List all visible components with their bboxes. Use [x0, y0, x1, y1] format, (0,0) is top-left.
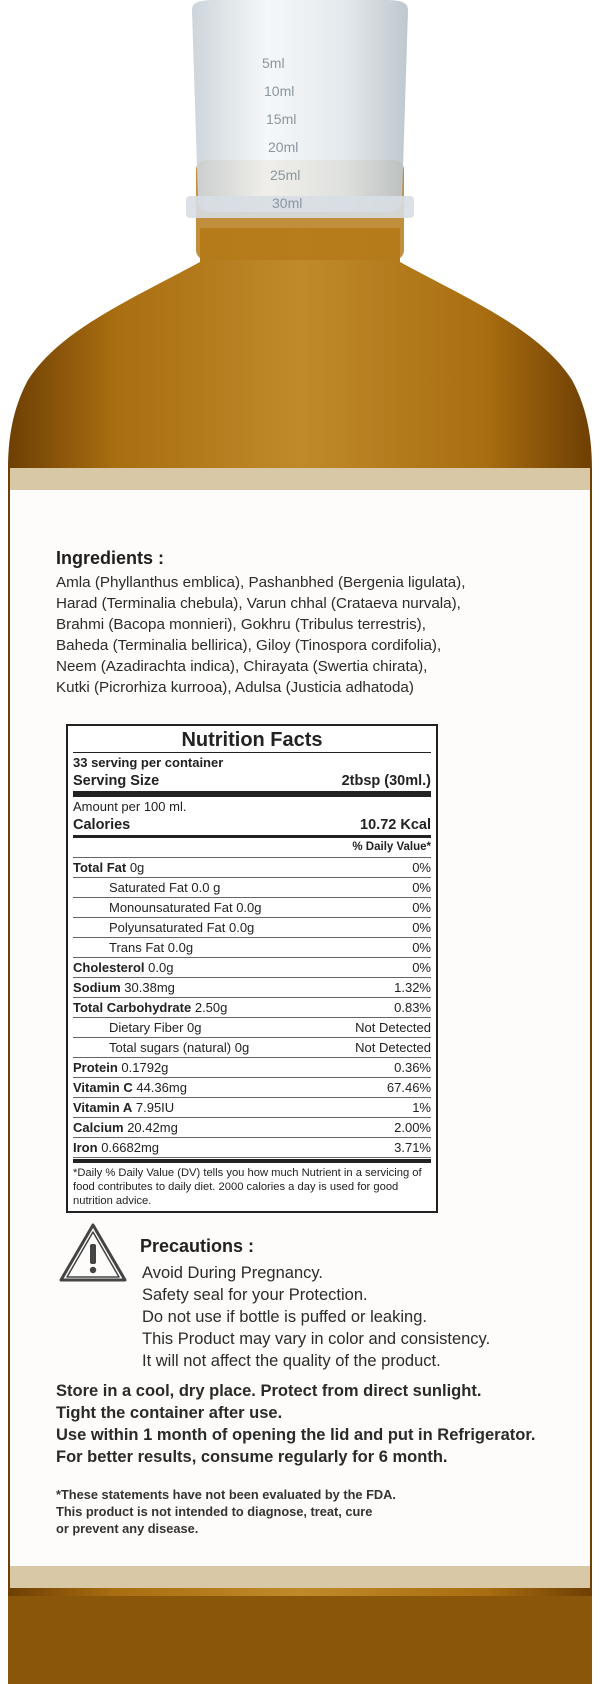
- nutrient-amount: 0.0g: [148, 960, 174, 975]
- nutrient-label: [73, 1098, 174, 1117]
- nutrient-row: [73, 998, 431, 1018]
- ingredient-line: Brahmi (Bacopa monnieri), Gokhru (Tribulus terrestris),: [56, 616, 426, 633]
- nutrient-name: Vitamin A: [73, 1100, 133, 1115]
- cap-marking: 10ml: [264, 83, 295, 99]
- nutrient-row: [73, 858, 431, 878]
- calories-label: Calories: [73, 817, 131, 833]
- nutrient-label: [73, 958, 173, 977]
- precaution-item: Do not use if bottle is puffed or leaking.: [142, 1308, 427, 1326]
- ingredient-line: Kutki (Picrorhiza kurrooa), Adulsa (Justicia adhatoda): [56, 679, 414, 696]
- nutrient-label: [109, 878, 220, 897]
- nutrient-name: Total Fat: [73, 860, 127, 875]
- storage-line: Use within 1 month of opening the lid and put in Refrigerator.: [56, 1426, 536, 1444]
- nutrient-label: [73, 1078, 187, 1097]
- nutrient-daily-value: 0%: [412, 880, 431, 895]
- nutrient-label: [109, 898, 262, 917]
- fda-disclaimer: [56, 1486, 396, 1537]
- nutrient-label: [73, 978, 175, 997]
- nutrition-facts-panel: [66, 724, 438, 1213]
- nutrient-name: Cholesterol: [73, 960, 145, 975]
- ingredient-line: Amla (Phyllanthus emblica), Pashanbhed (Bergenia ligulata),: [56, 574, 466, 591]
- nutrient-daily-value: 1.32%: [394, 980, 431, 995]
- nutrient-amount: 0.0 g: [191, 880, 221, 895]
- nutrient-name: Calcium: [73, 1120, 124, 1135]
- nutrient-row: [73, 1098, 431, 1118]
- nutrient-amount: 0.1792g: [121, 1060, 169, 1075]
- cap-marking: 25ml: [270, 167, 301, 183]
- nutrient-label: [109, 938, 193, 957]
- ingredient-line: Harad (Terminalia chebula), Varun chhal (Crataeva nurvala),: [56, 595, 461, 612]
- amount-per-row: Amount per 100 ml.: [73, 799, 187, 814]
- serving-size-value: 2tbsp (30ml.): [341, 773, 431, 789]
- cap-marking: 30ml: [272, 195, 303, 211]
- nutrient-amount: 0.0g: [236, 900, 262, 915]
- nutrient-daily-value: Not Detected: [355, 1020, 431, 1035]
- nutrient-name: Total sugars (natural): [109, 1040, 232, 1055]
- precaution-item: Avoid During Pregnancy.: [142, 1264, 323, 1282]
- ingredient-line: Neem (Azadirachta indica), Chirayata (Swertia chirata),: [56, 658, 428, 675]
- precaution-item: This Product may vary in color and consistency.: [142, 1330, 491, 1348]
- nutrient-row: [73, 958, 431, 978]
- precautions-list: [142, 1262, 490, 1372]
- calories-value: 10.72 Kcal: [360, 817, 431, 833]
- nutrient-row: [73, 918, 431, 938]
- nutrient-daily-value: 0%: [412, 960, 431, 975]
- disclaimer-line: *These statements have not been evaluated by the FDA.: [56, 1487, 396, 1502]
- nutrient-row: [73, 978, 431, 998]
- storage-line: Store in a cool, dry place. Protect from direct sunlight.: [56, 1382, 482, 1400]
- storage-line: Tight the container after use.: [56, 1404, 283, 1422]
- serving-size-label: Serving Size: [73, 773, 160, 789]
- nutrient-name: Sodium: [73, 980, 121, 995]
- storage-line: For better results, consume regularly for 6 month.: [56, 1448, 448, 1466]
- nutrient-daily-value: 0%: [412, 920, 431, 935]
- nutrient-daily-value: 2.00%: [394, 1120, 431, 1135]
- nutrient-name: Dietary Fiber: [109, 1020, 184, 1035]
- nutrient-row: [73, 1018, 431, 1038]
- nutrient-daily-value: 3.71%: [394, 1140, 431, 1155]
- precaution-item: It will not affect the quality of the product.: [142, 1352, 441, 1370]
- daily-value-header: % Daily Value*: [73, 838, 431, 858]
- nutrient-label: [109, 1038, 249, 1057]
- nutrient-daily-value: 0%: [412, 860, 431, 875]
- storage-instructions: [56, 1380, 535, 1468]
- disclaimer-line: or prevent any disease.: [56, 1521, 199, 1536]
- cap-marking: 15ml: [266, 111, 297, 127]
- nutrient-amount: 44.36mg: [136, 1080, 187, 1095]
- nutrient-daily-value: 0%: [412, 900, 431, 915]
- precaution-item: Safety seal for your Protection.: [142, 1286, 368, 1304]
- nutrient-label: [109, 1018, 202, 1037]
- nutrient-name: Saturated Fat: [109, 880, 188, 895]
- ingredients-list: [56, 572, 586, 698]
- nutrient-row: [73, 898, 431, 918]
- calories-row: [73, 816, 431, 838]
- nutrient-name: Total Carbohydrate: [73, 1000, 192, 1015]
- nutrient-name: Monounsaturated Fat: [109, 900, 233, 915]
- nutrient-daily-value: 67.46%: [386, 1080, 431, 1095]
- nutrient-name: Protein: [73, 1060, 118, 1075]
- nutrient-amount: 0.6682mg: [101, 1140, 160, 1155]
- nutrient-name: Trans Fat: [109, 940, 165, 955]
- nutrient-daily-value: 0%: [412, 940, 431, 955]
- nutrient-amount: 2.50g: [194, 1000, 228, 1015]
- servings-per-container: 33 serving per container: [73, 755, 224, 770]
- cap-marking: 5ml: [262, 55, 285, 71]
- nutrition-facts-title: Nutrition Facts: [73, 728, 431, 753]
- nutrient-daily-value: 0.83%: [394, 1000, 431, 1015]
- daily-value-footnote: *Daily % Daily Value (DV) tells you how much Nutrient in a servicing of food contributes to daily diet. 2000 calories a day is used for good nutrition advice.: [73, 1159, 431, 1208]
- nutrient-label: [109, 918, 254, 937]
- nutrient-amount: 30.38mg: [124, 980, 175, 995]
- disclaimer-line: This product is not intended to diagnose, treat, cure: [56, 1504, 373, 1519]
- nutrient-daily-value: 0.36%: [394, 1060, 431, 1075]
- nutrient-amount: 0g: [234, 1040, 250, 1055]
- ingredients-title: Ingredients :: [56, 548, 165, 568]
- warning-triangle-icon: [58, 1222, 128, 1284]
- precautions-title: Precautions :: [140, 1236, 255, 1256]
- nutrient-row: [73, 1138, 431, 1158]
- nutrient-name: Iron: [73, 1140, 98, 1155]
- nutrient-label: [73, 1058, 168, 1077]
- nutrient-amount: 0.0g: [228, 920, 255, 935]
- nutrient-name: Polyunsaturated Fat: [109, 920, 226, 935]
- nutrient-row: [73, 878, 431, 898]
- nutrient-label: [73, 858, 144, 877]
- serving-size-row: [73, 772, 431, 797]
- nutrient-amount: 0g: [129, 860, 145, 875]
- nutrient-row: [73, 1038, 431, 1058]
- nutrient-daily-value: Not Detected: [355, 1040, 431, 1055]
- nutrient-amount: 20.42mg: [127, 1120, 178, 1135]
- nutrient-label: [73, 1138, 159, 1157]
- nutrient-label: [73, 1118, 178, 1137]
- nutrient-name: Vitamin C: [73, 1080, 133, 1095]
- nutrient-row: [73, 1058, 431, 1078]
- cap-marking: 20ml: [268, 139, 299, 155]
- nutrient-daily-value: 1%: [412, 1100, 431, 1115]
- nutrient-row: [73, 1078, 431, 1098]
- nutrient-label: [73, 998, 227, 1017]
- ingredient-line: Baheda (Terminalia bellirica), Giloy (Tinospora cordifolia),: [56, 637, 442, 654]
- nutrient-row: [73, 1118, 431, 1138]
- nutrient-amount: 0.0g: [167, 940, 194, 955]
- nutrient-row: [73, 938, 431, 958]
- nutrient-amount: 7.95IU: [135, 1100, 175, 1115]
- nutrient-amount: 0g: [187, 1020, 202, 1035]
- nutrient-rows: [73, 858, 431, 1158]
